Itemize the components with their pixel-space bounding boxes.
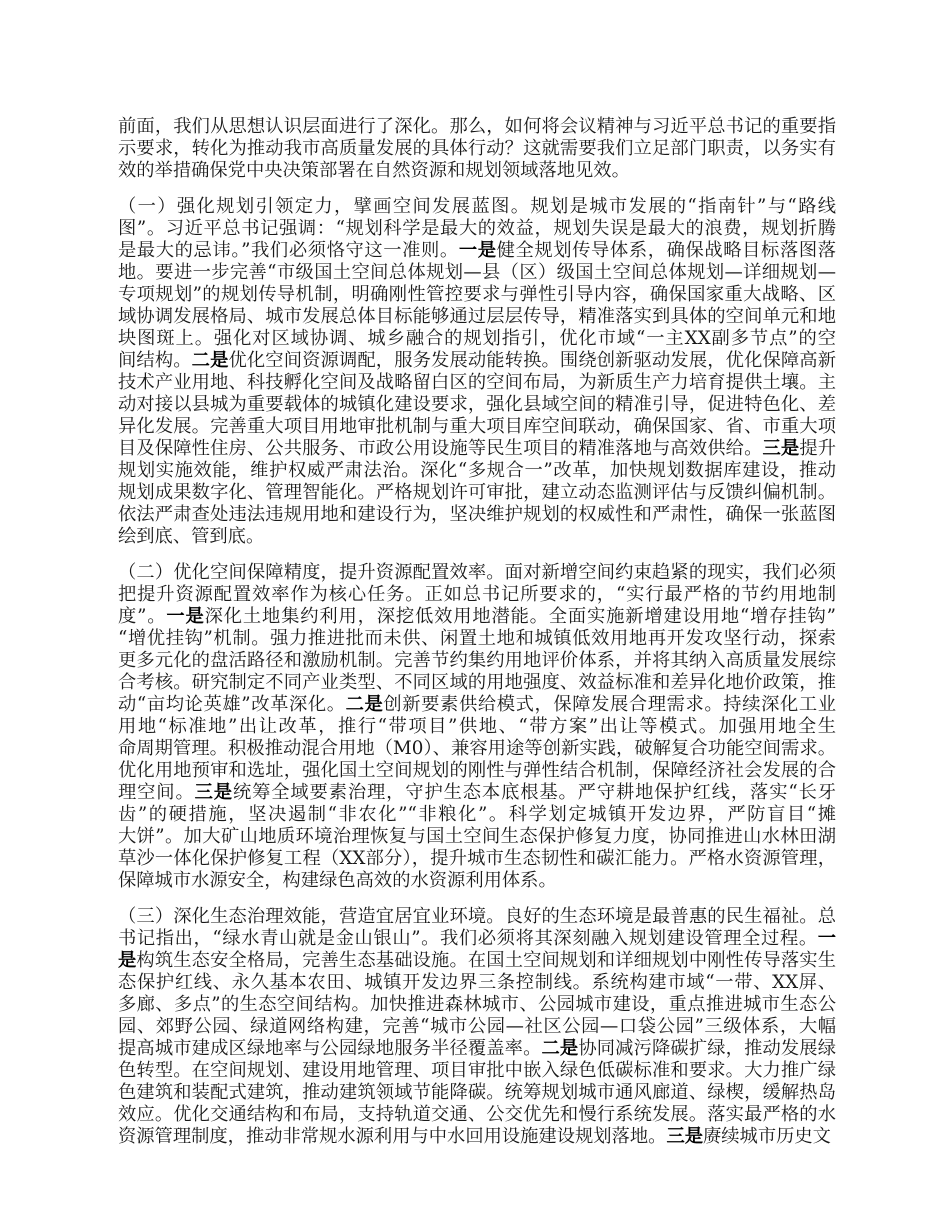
text-line <box>118 526 836 548</box>
paragraph <box>118 562 836 892</box>
text-line <box>118 628 836 650</box>
text-line <box>118 672 836 694</box>
text-segment: （二）优化空间保障精度，提升资源配置效率。面对新增空间约束趋紧的现实，我们必须 <box>118 562 836 583</box>
text-segment: 命周期管理。积极推动混合用地（M0）、兼容用途等创新实践，破解复合功能空间需求。 <box>118 738 836 759</box>
text-line <box>118 438 836 460</box>
text-segment: 绘到底、管到底。 <box>118 526 265 547</box>
text-line <box>118 1104 836 1126</box>
text-segment: 域协调发展格局、城市发展总体目标能够通过层层传导，精准落实到具体的空间单元和地 <box>118 306 836 327</box>
text-line <box>118 950 836 972</box>
text-line <box>118 870 836 892</box>
text-segment: 构筑生态安全格局，完善生态基础设施。在国土空间规划和详细规划中刚性传导落实生 <box>136 950 837 971</box>
text-line <box>118 350 836 372</box>
text-line <box>118 394 836 416</box>
text-segment: 优化用地预审和选址，强化国土空间规划的刚性与弹性结合机制，保障经济社会发展的合 <box>118 760 836 781</box>
text-segment: 统筹全域要素治理，守护生态本底根基。严守耕地保护红线，落实“长牙 <box>232 782 837 803</box>
bold-keyword: 一是 <box>166 606 205 627</box>
text-segment: 色转型。在空间规划、建设用地管理、项目审批中嵌入绿色低碳标准和要求。大力推广绿 <box>118 1060 836 1081</box>
text-segment: 间结构。 <box>118 350 192 371</box>
bold-keyword: 三是 <box>762 438 800 459</box>
text-segment: 是最大的忌讳。”我们必须恪守这一准则。 <box>118 240 459 261</box>
text-segment: 协同减污降碳扩绿，推动发展绿 <box>578 1038 837 1059</box>
bold-keyword: 三是 <box>194 782 233 803</box>
text-line <box>118 972 836 994</box>
text-segment: 草沙一体化保护修复工程（XX部分），提升城市生态韧性和碳汇能力。严格水资源管理， <box>118 848 836 869</box>
text-segment: 图”。习近平总书记强调：“规划科学是最大的效益，规划失误是最大的浪费，规划折腾 <box>118 218 836 239</box>
text-segment: 更多元化的盘活路径和激励机制。完善节约集约用地评价体系，并将其纳入高质量发展综 <box>118 650 836 671</box>
text-line <box>118 738 836 760</box>
bold-keyword: 是 <box>118 950 137 971</box>
text-line <box>118 218 836 240</box>
paragraph <box>118 196 836 548</box>
text-segment: 度”。 <box>118 606 167 627</box>
text-line <box>118 1082 836 1104</box>
text-segment: 色建筑和装配式建筑，推动建筑领域节能降碳。统筹规划城市通风廊道、绿楔，缓解热岛 <box>118 1082 836 1103</box>
text-segment: （一）强化规划引领定力，擘画空间发展蓝图。规划是城市发展的“指南针”与“路线 <box>118 196 836 217</box>
text-segment: 规划实施效能，维护权威严肃法治。深化“多规合一”改革，加快规划数据库建设，推动 <box>118 460 836 481</box>
text-segment: 效的举措确保党中央决策部署在自然资源和规划领域落地见效。 <box>118 160 630 181</box>
text-segment: 合考核。研究制定不同产业类型、不同区域的用地强度、效益标准和差异化地价政策，推 <box>118 672 836 693</box>
text-line <box>118 482 836 504</box>
text-line <box>118 460 836 482</box>
bold-keyword: 二是 <box>345 694 384 715</box>
text-segment: 健全规划传导体系，确保战略目标落图落 <box>496 240 837 261</box>
paragraph <box>118 116 836 182</box>
text-line <box>118 416 836 438</box>
text-line <box>118 1126 836 1148</box>
text-segment: “增优挂钩”机制。强力推进批而未供、闲置土地和城镇低效用地再开发攻坚行动，探索 <box>118 628 836 649</box>
document-body <box>118 116 836 1162</box>
text-segment: 创新要素供给模式，保障发展合理需求。持续深化工业 <box>383 694 837 715</box>
text-segment: 齿”的硬措施，坚决遏制“非农化”“非粮化”。科学划定城镇开发边界，严防盲目“摊 <box>118 804 836 825</box>
text-segment: 地。要进一步完善“市级国土空间总体规划—县（区）级国土空间总体规划—详细规划— <box>118 262 836 283</box>
text-line <box>118 562 836 584</box>
bold-keyword: 二是 <box>541 1038 579 1059</box>
text-line <box>118 716 836 738</box>
text-line <box>118 906 836 928</box>
bold-keyword: 三是 <box>666 1126 703 1147</box>
text-line <box>118 782 836 804</box>
text-line <box>118 584 836 606</box>
bold-keyword: 二是 <box>191 350 229 371</box>
text-line <box>118 804 836 826</box>
text-segment: 示要求，转化为推动我市高质量发展的具体行动？这就需要我们立足部门职责，以务实有 <box>118 138 836 159</box>
text-segment: 技术产业用地、科技孵化空间及战略留白区的空间布局，为新质生产力培育提供土壤。主 <box>118 372 836 393</box>
text-line <box>118 504 836 526</box>
text-line <box>118 760 836 782</box>
text-line <box>118 306 836 328</box>
text-segment: 前面，我们从思想认识层面进行了深化。那么，如何将会议精神与习近平总书记的重要指 <box>118 116 836 137</box>
text-line <box>118 262 836 284</box>
text-line <box>118 694 836 716</box>
text-line <box>118 284 836 306</box>
text-segment: 资源管理制度，推动非常规水源利用与中水回用设施建设规划落地。 <box>118 1126 667 1147</box>
text-segment: 目及保障性住房、公共服务、市政公用设施等民生项目的精准落地与高效供给。 <box>118 438 763 459</box>
bold-keyword: 一 <box>817 928 836 949</box>
text-segment: 动对接以县城为重要载体的城镇化建设要求，强化县域空间的精准引导，促进特色化、差 <box>118 394 836 415</box>
text-line <box>118 928 836 950</box>
text-line <box>118 160 836 182</box>
text-segment: 把提升资源配置效率作为核心任务。正如总书记所要求的，“实行最严格的节约用地制 <box>118 584 836 605</box>
text-line <box>118 994 836 1016</box>
text-segment: 多廊、多点”的生态空间结构。加快推进森林城市、公园城市建设，重点推进城市生态公 <box>118 994 836 1015</box>
text-segment: 赓续城市历史文 <box>703 1126 831 1147</box>
text-line <box>118 240 836 262</box>
text-line <box>118 848 836 870</box>
text-segment: 异化发展。完善重大项目用地审批机制与重大项目库空间联动，确保国家、省、市重大项 <box>118 416 836 437</box>
text-line <box>118 372 836 394</box>
text-line <box>118 826 836 848</box>
text-line <box>118 1016 836 1038</box>
text-segment: 深化土地集约利用，深挖低效用地潜能。全面实施新增建设用地“增存挂钩” <box>204 606 836 627</box>
text-segment: 提升 <box>799 438 837 459</box>
text-segment: 块图斑上。强化对区域协调、城乡融合的规划指引，优化市域“一主XX副多节点”的空 <box>118 328 836 349</box>
text-line <box>118 650 836 672</box>
text-segment: 依法严肃查处违法违规用地和建设行为，坚决维护规划的权威性和严肃性，确保一张蓝图 <box>118 504 836 525</box>
text-line <box>118 116 836 138</box>
text-segment: 提高城市建成区绿地率与公园绿地服务半径覆盖率。 <box>118 1038 542 1059</box>
text-segment: 大饼”。加大矿山地质环境治理恢复与国土空间生态保护修复力度，协同推进山水林田湖 <box>118 826 836 847</box>
text-line <box>118 328 836 350</box>
text-segment: 效应。优化交通结构和布局，支持轨道交通、公交优先和慢行系统发展。落实最严格的水 <box>118 1104 836 1125</box>
text-line <box>118 606 836 628</box>
text-segment: 规划成果数字化、管理智能化。严格规划许可审批，建立动态监测评估与反馈纠偏机制。 <box>118 482 836 503</box>
text-line <box>118 138 836 160</box>
text-segment: 书记指出，“绿水青山就是金山银山”。我们必须将其深刻融入规划建设管理全过程。 <box>118 928 818 949</box>
text-segment: 专项规划”的规划传导机制，明确刚性管控要求与弹性引导内容，确保国家重大战略、区 <box>118 284 836 305</box>
text-segment: 态保护红线、永久基本农田、城镇开发边界三条控制线。系统构建市域“一带、XX屏、 <box>118 972 836 993</box>
text-segment: 用地“标准地”出让改革，推行“带项目”供地、“带方案”出让等模式。加强用地全生 <box>118 716 836 737</box>
text-segment: 园、郊野公园、绿道网络构建，完善“城市公园—社区公园—口袋公园”三级体系，大幅 <box>118 1016 836 1037</box>
text-segment: 保障城市水源安全，构建绿色高效的水资源利用体系。 <box>118 870 557 891</box>
text-segment: （三）深化生态治理效能，营造宜居宜业环境。良好的生态环境是最普惠的民生福祉。总 <box>118 906 836 927</box>
text-line <box>118 196 836 218</box>
text-segment: 优化空间资源调配，服务发展动能转换。围绕创新驱动发展，优化保障高新 <box>228 350 837 371</box>
text-line <box>118 1060 836 1082</box>
bold-keyword: 一是 <box>458 240 497 261</box>
paragraph <box>118 906 836 1148</box>
text-segment: 理空间。 <box>118 782 195 803</box>
text-segment: 动“亩均论英雄”改革深化。 <box>118 694 346 715</box>
text-line <box>118 1038 836 1060</box>
